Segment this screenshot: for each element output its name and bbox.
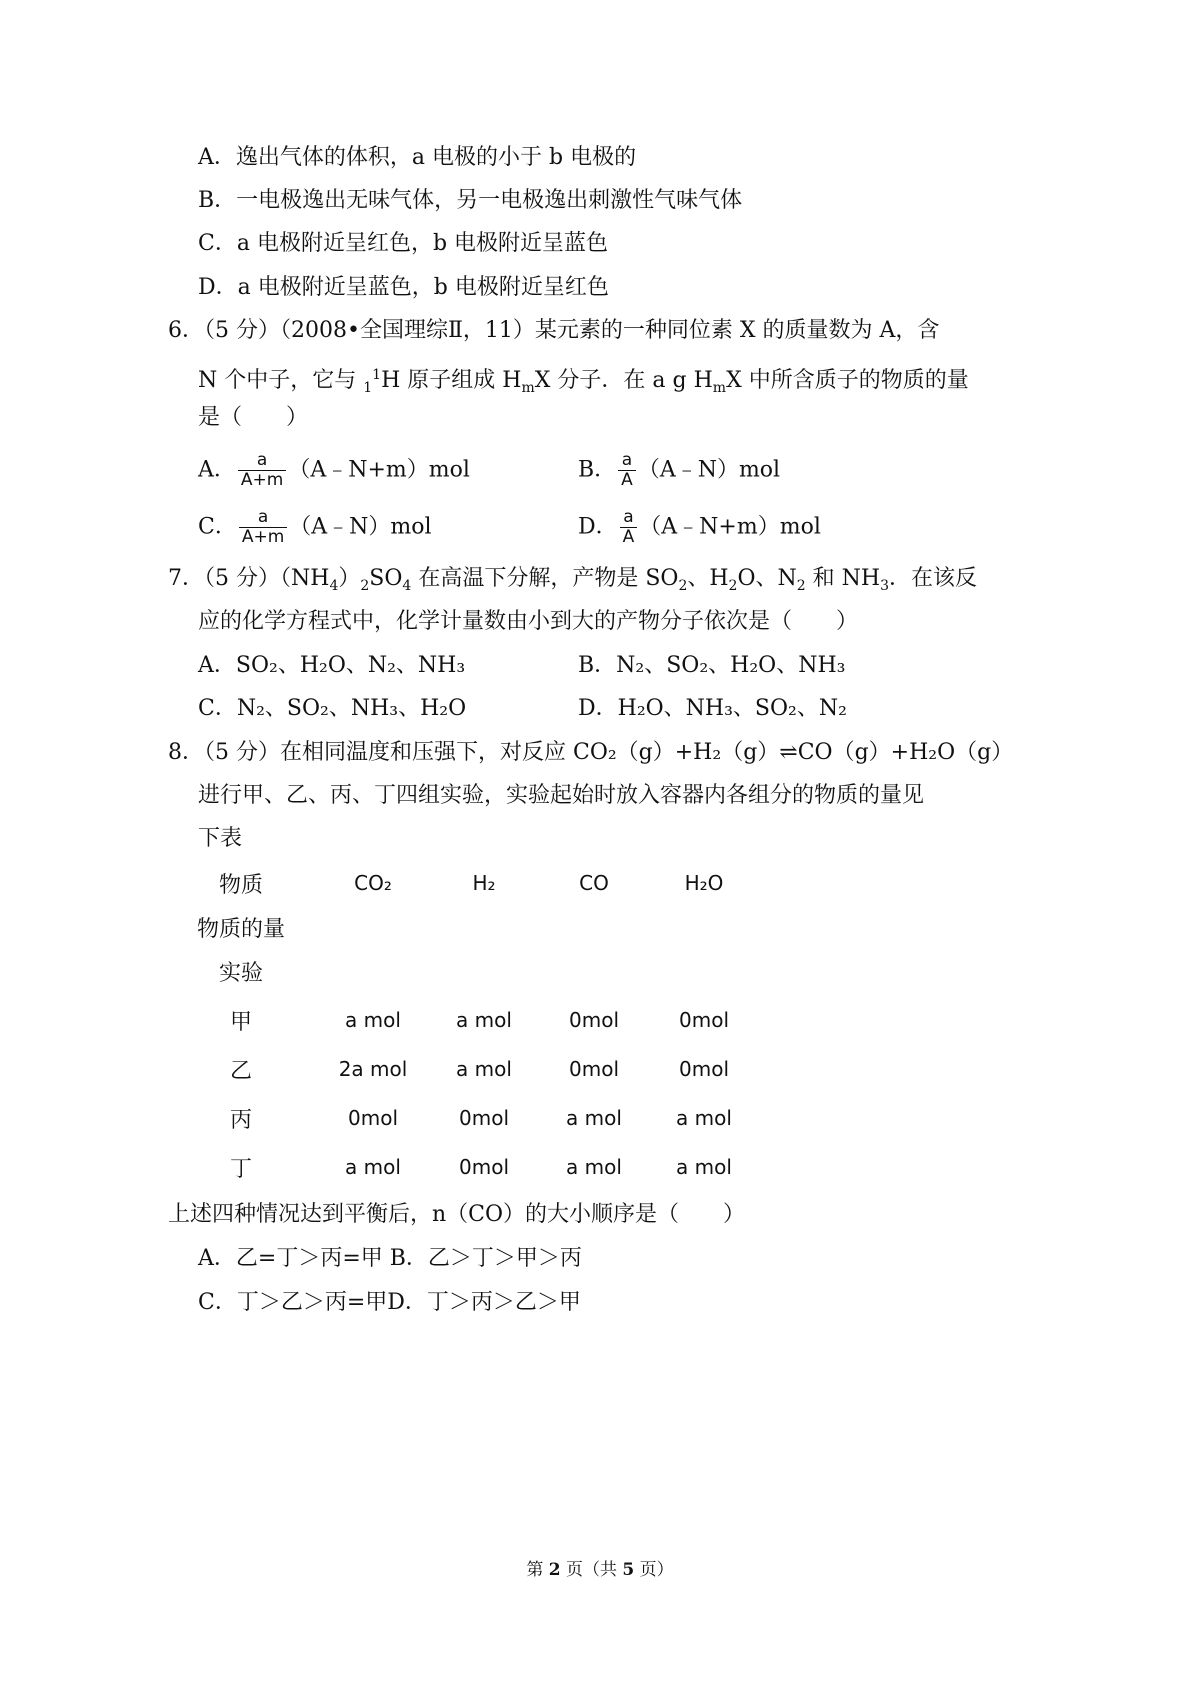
table-cell: 2a mol [338,1057,408,1081]
table-cell: 0mol [459,1155,509,1179]
table-col-header: CO [579,871,609,895]
table-header-substance: 物质 [218,873,263,898]
fraction-a-over-a-plus-m: $\frac{a}{A+m}$ [239,508,287,547]
table-cell: 0mol [679,1057,729,1081]
page-footer: 第 2 页（共 5 页） [526,1560,674,1580]
table-cell: a mol [456,1057,512,1081]
q8-question: 上述四种情况达到平衡后，n（CO）的大小顺序是（ ） [168,1202,746,1227]
table-cell: 0mol [569,1057,619,1081]
table-cell: a mol [345,1008,401,1032]
q8-stem-line1: 8．（5 分）在相同温度和压强下，对反应 CO₂（g）+H₂（g）⇌CO（g）+H₂O（g） [168,740,1014,765]
table-row-label: 丙 [229,1108,252,1133]
q6-stem-line1: 6．（5 分）（2008•全国理综Ⅱ，11）某元素的一种同位素 X 的质量数为 A，含 [168,318,940,343]
q5-option-a: A．逸出气体的体积，a 电极的小于 b 电极的 [198,145,637,170]
q6-option-b: B． $\frac{a}{A}$ （A﹣N）mol [578,450,781,490]
q7-option-a: A．SO₂、H₂O、N₂、NH₃ [198,653,466,678]
table-cell: 0mol [569,1008,619,1032]
q5-option-c: C．a 电极附近呈红色，b 电极附近呈蓝色 [198,231,609,256]
q6-option-c: C． $\frac{a}{A+m}$ （A﹣N）mol [198,507,432,547]
table-cell: a mol [676,1106,732,1130]
q6-option-d: D． $\frac{a}{A}$ （A﹣N+m）mol [578,507,821,547]
fraction-a-over-a: $\frac{a}{A}$ [620,508,638,547]
table-header-amount: 物质的量 [196,917,285,942]
table-col-header: H₂ [472,871,496,895]
table-col-header: CO₂ [354,871,392,895]
table-cell: 0mol [348,1106,398,1130]
q6-option-a: A． $\frac{a}{A+m}$ （A﹣N+m）mol [198,450,470,490]
fraction-a-over-a: $\frac{a}{A}$ [618,451,636,490]
table-row-label: 甲 [229,1010,252,1035]
table-row-label: 乙 [229,1059,252,1084]
q7-option-b: B．N₂、SO₂、H₂O、NH₃ [578,653,846,678]
q7-stem-line1: 7．（5 分）$(NH_4)_2SO_4$ 在高温下分解，产物是 $SO_2$、$H_2O$、$N_2$ 和 $NH_3$．在该反 [168,566,978,594]
fraction-a-over-a-plus-m: $\frac{a}{A+m}$ [238,451,286,490]
q8-stem-line2: 进行甲、乙、丙、丁四组实验，实验起始时放入容器内各组分的物质的量见 [198,783,925,808]
table-cell: 0mol [679,1008,729,1032]
table-cell: a mol [566,1106,622,1130]
table-row-label: 丁 [229,1157,252,1182]
q8-options-ab: A．乙=丁＞丙=甲 B．乙＞丁＞甲＞丙 [198,1246,582,1271]
q6-stem-line3: 是（ ） [198,405,309,430]
q7-option-c: C．N₂、SO₂、NH₃、H₂O [198,696,467,721]
table-cell: 0mol [459,1106,509,1130]
table-cell: a mol [676,1155,732,1179]
q5-option-b: B．一电极逸出无味气体，另一电极逸出刺激性气味气体 [198,188,743,213]
table-cell: a mol [345,1155,401,1179]
q8-stem-line3: 下表 [198,826,243,851]
table-header-experiment: 实验 [218,961,263,986]
page-total: 5 [622,1560,635,1580]
q8-options-cd: C．丁＞乙＞丙=甲D．丁＞丙＞乙＞甲 [198,1290,581,1315]
table-cell: a mol [456,1008,512,1032]
table-col-header: H₂O [684,871,724,895]
q8-data-table [0,868,1200,1198]
q7-stem-line2: 应的化学方程式中，化学计量数由小到大的产物分子依次是（ ） [198,609,859,634]
q6-stem-line2: N 个中子，它与 $_1^1$H 原子组成 $H_mX$ 分子．在 a g $H_mX$ 中所含质子的物质的量 [198,367,969,396]
page-number: 2 [548,1560,561,1580]
q7-option-d: D．H₂O、NH₃、SO₂、N₂ [578,696,847,721]
table-cell: a mol [566,1155,622,1179]
q5-option-d: D．a 电极附近呈蓝色，b 电极附近呈红色 [198,275,609,300]
